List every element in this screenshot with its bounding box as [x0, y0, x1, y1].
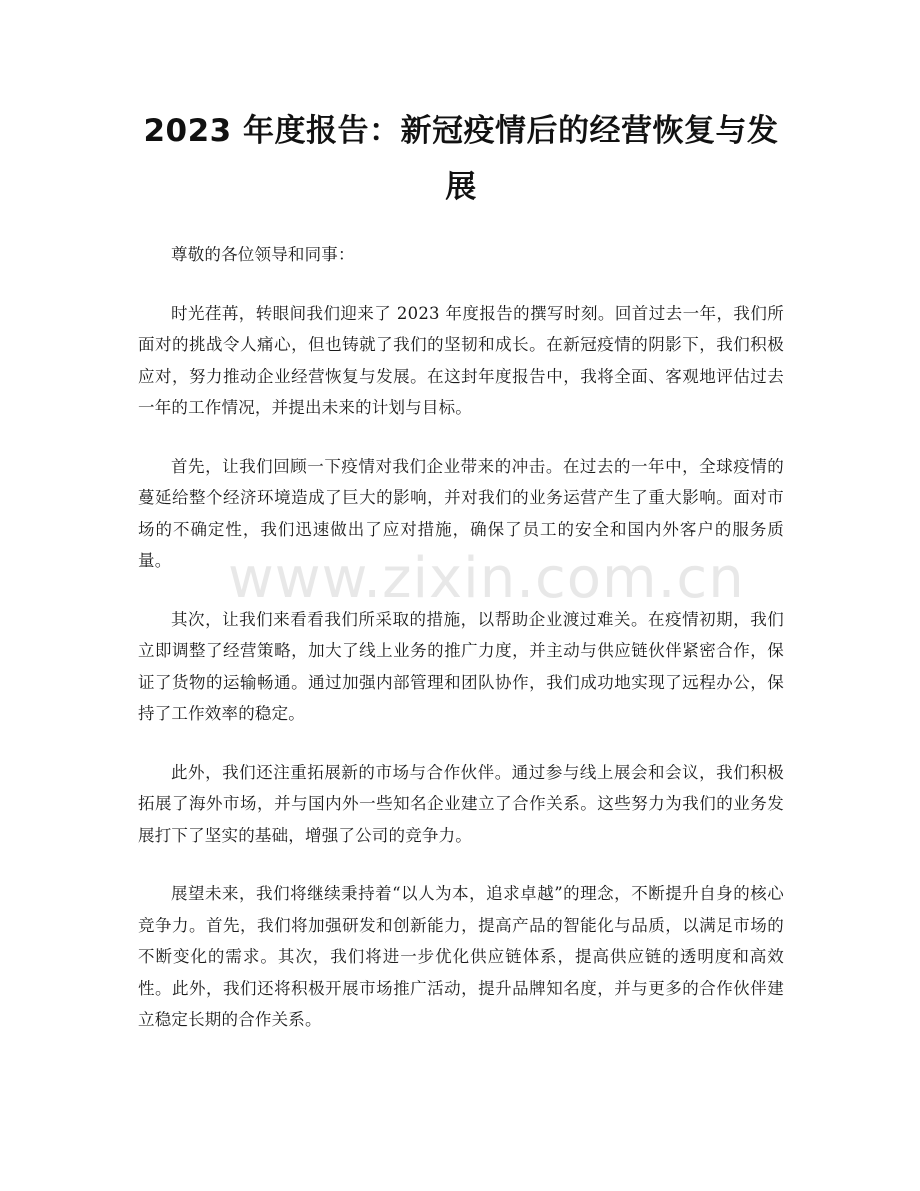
paragraph-3: 其次，让我们来看看我们所采取的措施，以帮助企业渡过难关。在疫情初期，我们立即调整了经营策略，加大了线上业务的推广力度，并主动与供应链伙伴紧密合作，保证了货物的运输畅通。通过加强内部管理和团队协作，我们成功地实现了远程办公，保持了工作效率的稳定。 — [138, 609, 784, 723]
document-title: 2023 年度报告：新冠疫情后的经营恢复与发展 — [143, 113, 779, 205]
paragraph-5: 展望未来，我们将继续秉持着“以人为本，追求卓越”的理念，不断提升自身的核心竞争力。首先，我们将加强研发和创新能力，提高产品的智能化与品质，以满足市场的不断变化的需求。其次，我们将进一步优化供应链体系，提高供应链的透明度和高效性。此外，我们还将积极开展市场推广活动，提升品牌知名度，并与更多的合作伙伴建立稳定长期的合作关系。 — [138, 884, 784, 1029]
paragraph-2: 首先，让我们回顾一下疫情对我们企业带来的冲击。在过去的一年中，全球疫情的蔓延给整个经济环境造成了巨大的影响，并对我们的业务运营产生了重大影响。面对市场的不确定性，我们迅速做出了应对措施，确保了员工的安全和国内外客户的服务质量。 — [138, 456, 784, 570]
document-body — [138, 239, 784, 1036]
watermark: www.zixin.com.cn — [228, 546, 745, 611]
salutation: 尊敬的各位领导和同事： — [171, 245, 355, 264]
paragraph-1: 时光荏苒，转眼间我们迎来了 2023 年度报告的撰写时刻。回首过去一年，我们所面对的挑战令人痛心，但也铸就了我们的坚韧和成长。在新冠疫情的阴影下，我们积极应对，努力推动企业经营恢复与发展。在这封年度报告中，我将全面、客观地评估过去一年的工作情况，并提出未来的计划与目标。 — [138, 303, 784, 417]
paragraph-4: 此外，我们还注重拓展新的市场与合作伙伴。通过参与线上展会和会议，我们积极拓展了海外市场，并与国内外一些知名企业建立了合作关系。这些努力为我们的业务发展打下了坚实的基础，增强了公司的竞争力。 — [138, 762, 784, 845]
